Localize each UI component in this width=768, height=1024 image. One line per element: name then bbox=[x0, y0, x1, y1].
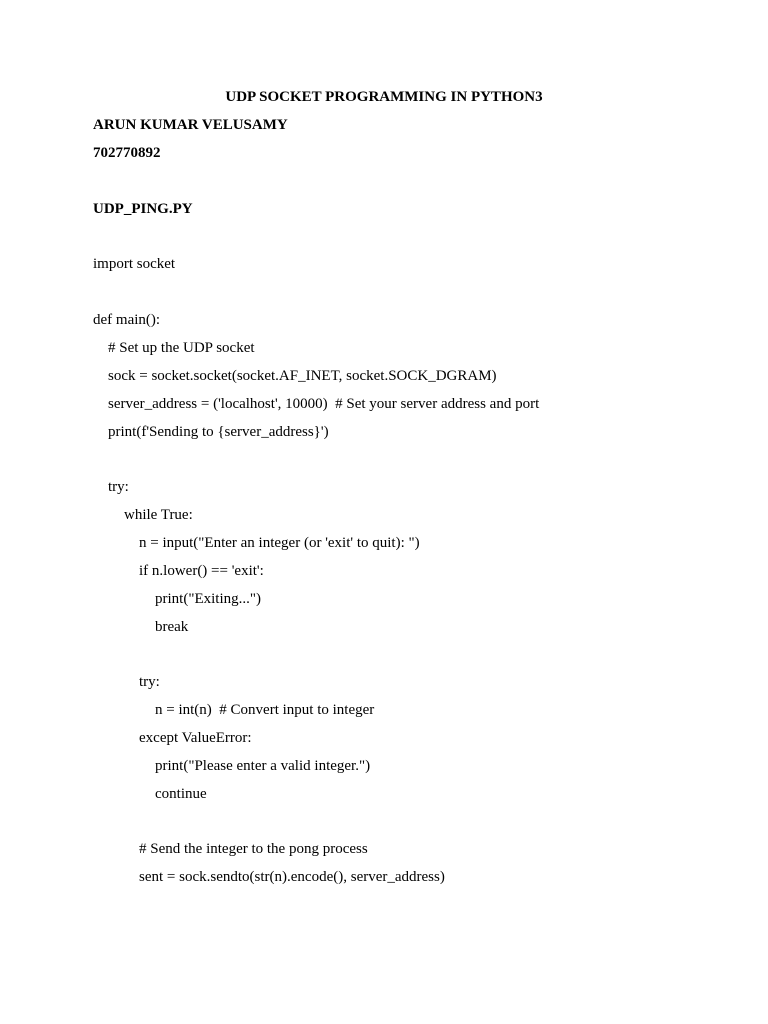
code-line: try: bbox=[108, 479, 129, 495]
code-line: continue bbox=[155, 786, 207, 802]
code-line: import socket bbox=[93, 256, 176, 272]
code-line: # Send the integer to the pong process bbox=[139, 841, 368, 857]
code-line: n = int(n) # Convert input to integer bbox=[155, 702, 375, 718]
code-line: print(f'Sending to {server_address}') bbox=[108, 424, 329, 440]
section-heading: UDP_PING.PY bbox=[93, 201, 193, 217]
code-line: server_address = ('localhost', 10000) # Set your server address and port bbox=[108, 396, 540, 412]
code-line: except ValueError: bbox=[139, 730, 252, 746]
code-line: n = input("Enter an integer (or 'exit' to quit): ") bbox=[139, 535, 420, 551]
code-line: # Set up the UDP socket bbox=[108, 340, 255, 356]
code-line: sent = sock.sendto(str(n).encode(), server_address) bbox=[139, 869, 445, 885]
code-line: print("Exiting...") bbox=[155, 591, 261, 607]
author-name: ARUN KUMAR VELUSAMY bbox=[93, 117, 288, 133]
code-line: break bbox=[155, 619, 189, 635]
code-line: sock = socket.socket(socket.AF_INET, socket.SOCK_DGRAM) bbox=[108, 368, 497, 384]
code-line: if n.lower() == 'exit': bbox=[139, 563, 264, 579]
code-line: def main(): bbox=[93, 312, 161, 328]
code-line: try: bbox=[139, 674, 160, 690]
code-line: print("Please enter a valid integer.") bbox=[155, 758, 371, 774]
document-title: UDP SOCKET PROGRAMMING IN PYTHON3 bbox=[225, 89, 543, 105]
code-line: while True: bbox=[124, 507, 193, 523]
id-number: 702770892 bbox=[93, 145, 161, 161]
